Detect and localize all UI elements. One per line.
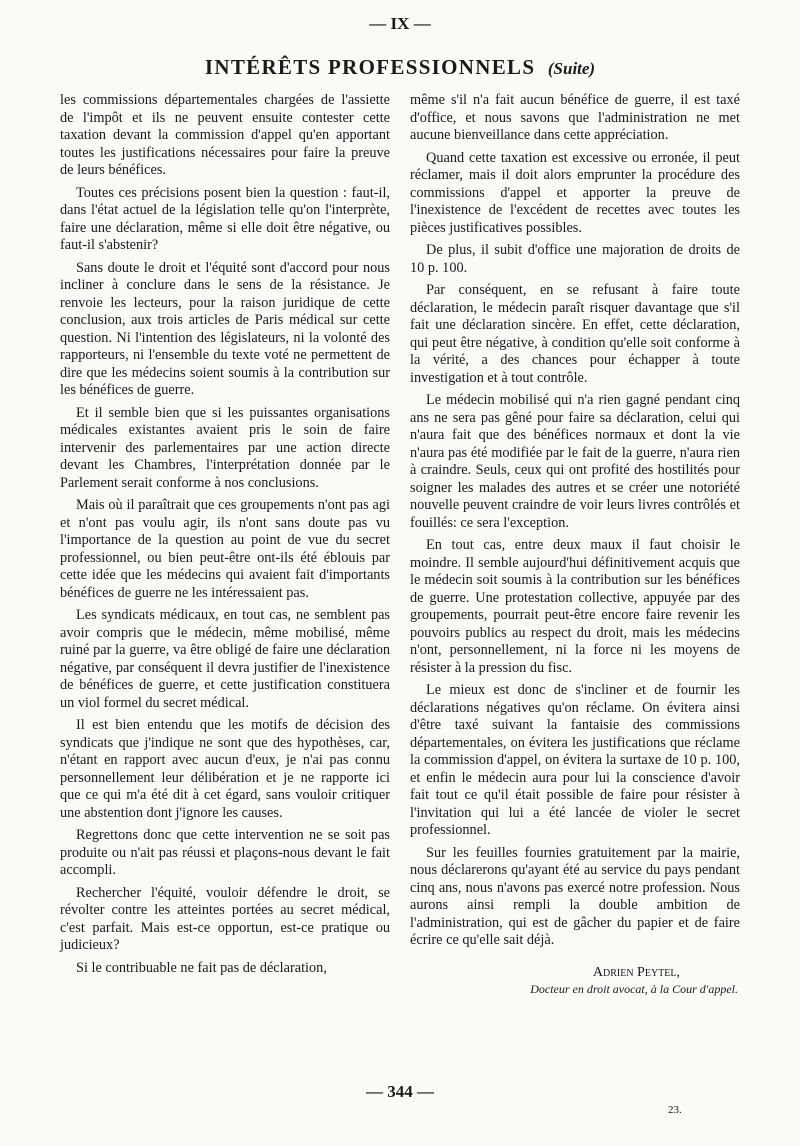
paragraph: Les syndicats médicaux, en tout cas, ne semblent pas avoir compris que le médecin, même mobilisé, même ruiné par la guerre, va être obligé de faire une déclaration négative, par conséquent il devra justifier de l'inexistence de bénéfices de guerre, et cette justification constituera un viol formel du secret médical. (60, 607, 390, 711)
paragraph: les commissions départementales chargées de l'assiette de l'impôt et ils ne peuvent ensuite contester cette taxation devant la commission d'appel qu'en apportant toutes les justifications nécessaires pour faire la preuve de leurs bénéfices. (60, 92, 390, 178)
author-name: Adrien Peytel, (592, 964, 680, 980)
left-column (60, 92, 390, 982)
paragraph: Le mieux est donc de s'incliner et de fournir les déclarations négatives qu'on réclame. On évitera ainsi d'être taxé suivant la fantaisie des commissions départementales, on évitera les justifications que réclame la commission d'appel, on évitera la surtaxe de 10 p. 100, et enfin le médecin aura pour lui la conscience d'avoir fait tout ce qu'il était possible de faire pour résister à l'invitation qui lui a été lancée de violer le secret professionnel. (410, 682, 740, 838)
page-title (0, 55, 800, 80)
signature (410, 964, 740, 999)
corner-mark: 23. (668, 1104, 682, 1116)
paragraph: Mais où il paraîtrait que ces groupements n'ont pas agi et n'ont pas voulu agir, ils n'ont sans doute pas vu l'importance de la question au point de vue du secret professionnel, ou bien peut-être ont-ils été éblouis par cette idée que les médecins qui avaient fait d'importants bénéfices de guerre ne les intéressaient pas. (60, 497, 390, 601)
section-number: — IX — (369, 14, 431, 33)
paragraph: Le médecin mobilisé qui n'a rien gagné pendant cinq ans ne sera pas gêné pour faire sa déclaration, celui qui n'aura fait que des bénéfices normaux et dont la vie n'aura pas été modifiée par le fait de la guerre, n'aura rien à craindre. Seuls, ceux qui ont profité des hostilités pour soigner les malades des autres et se créer une notoriété nouvelle peuvent craindre de voir leurs livres contrôlés et fouillés: ce sera l'exception. (410, 392, 740, 531)
paragraph: En tout cas, entre deux maux il faut choisir le moindre. Il semble aujourd'hui définitivement acquis que le médecin soit soumis à la contribution sur les bénéfices de guerre. Une protestation collective, appuyée par des groupements, pourrait peut-être encore faire revenir les pouvoirs publics au respect du droit, mais les médecins n'ont, personnellement, ni la force ni les moyens de résister à la pression du fisc. (410, 537, 740, 676)
paragraph: Il est bien entendu que les motifs de décision des syndicats que j'indique ne sont que des hypothèses, car, n'étant en rapport avec aucun d'eux, je n'ai pas connu personnellement leur délibération et je ne rapporte ici que ce qui m'a été dit à cet égard, sans vouloir critiquer une abstention dont j'ignore les causes. (60, 717, 390, 821)
paragraph: Rechercher l'équité, vouloir défendre le droit, se révolter contre les atteintes portées au secret médical, c'est parfait. Mais est-ce opportun, est-ce pratique ou judicieux? (60, 884, 390, 953)
right-column (410, 92, 740, 999)
paragraph: Regrettons donc que cette intervention ne se soit pas produite ou n'ait pas réussi et plaçons-nous devant le fait accompli. (60, 827, 390, 878)
paragraph: Sans doute le droit et l'équité sont d'accord pour nous incliner à conclure dans le sens de la résistance. Je renvoie les lecteurs, pour la raison juridique de cette conclusion, aux trois articles de Paris médical sur cette question. Ni l'intention des législateurs, ni la volonté des rapporteurs, ni l'ensemble du texte voté ne permettent de dire que les médecins soient soumis à la contribution sur les bénéfices de guerre. (60, 259, 390, 398)
paragraph: Par conséquent, en se refusant à faire toute déclaration, le médecin paraît risquer davantage que s'il fait une déclaration sincère. En effet, cette déclaration, qui peut être négative, à condition qu'elle soit conforme à la vérité, a des chances pour échapper à toute investigation et à tout contrôle. (410, 282, 740, 386)
title-text: INTÉRÊTS PROFESSIONNELS (204, 55, 536, 79)
author-title: Docteur en droit avocat, à la Cour d'appel. (530, 982, 738, 996)
paragraph: De plus, il subit d'office une majoration de droits de 10 p. 100. (410, 242, 740, 276)
paragraph: Et il semble bien que si les puissantes organisations médicales existantes avaient pris le soin de faire intervenir des parlementaires par une action directe devant les Chambres, l'interprétation donnée par le Parlement serait conforme à nos conclusions. (60, 404, 390, 491)
paragraph: même s'il n'a fait aucun bénéfice de guerre, il est taxé d'office, et nous savons que l'administration ne met aucune bienveillance dans cette appréciation. (410, 92, 740, 143)
paragraph: Sur les feuilles fournies gratuitement par la mairie, nous déclarerons qu'ayant été au service du pays pendant cinq ans, nous n'avons pas exercé notre profession. Nous aurons ainsi rempli la double ambition de l'administration, qui est de gâcher du papier et de faire écrire ce qu'elle sait déjà. (410, 844, 740, 948)
page-number: — 344 — (366, 1082, 434, 1101)
paragraph: Toutes ces précisions posent bien la question : faut-il, dans l'état actuel de la législation telle qu'on l'interprète, faire une déclaration, même si elle doit être négative, ou faut-il s'abstenir? (60, 184, 390, 253)
paragraph: Quand cette taxation est excessive ou erronée, il peut réclamer, mais il doit alors emprunter la procédure des commissions d'appel et apporter la preuve de l'inexistence de l'excédent de recettes avec toutes les pièces justificatives possibles. (410, 149, 740, 236)
paragraph: Si le contribuable ne fait pas de déclaration, (76, 959, 327, 976)
title-suffix: (Suite) (547, 59, 596, 78)
